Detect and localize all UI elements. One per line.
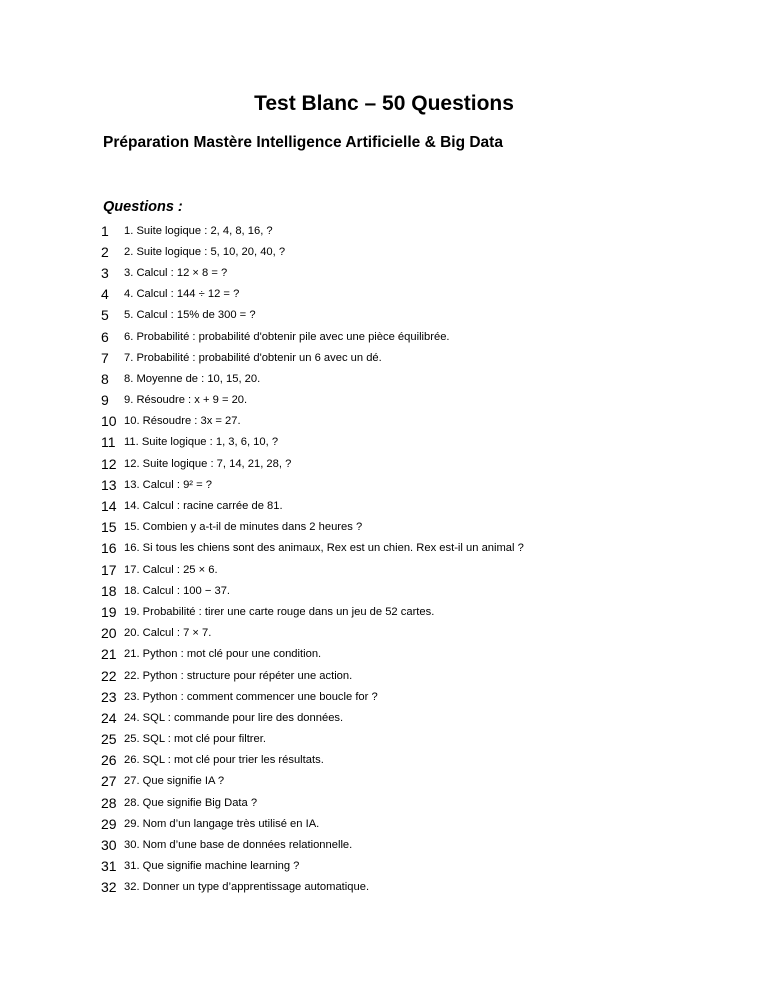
question-text: 15. Combien y a-t-il de minutes dans 2 heures ? <box>124 521 363 534</box>
question-item <box>101 517 524 538</box>
line-number: 19 <box>101 603 117 620</box>
line-number: 14 <box>101 498 117 515</box>
question-text: 16. Si tous les chiens sont des animaux, Rex est un chien. Rex est-il un animal ? <box>124 542 524 555</box>
line-number: 32 <box>101 879 117 896</box>
question-text: 13. Calcul : 9² = ? <box>124 478 212 491</box>
question-text: 22. Python : structure pour répéter une action. <box>124 669 353 682</box>
line-number: 6 <box>101 328 109 345</box>
question-item <box>101 644 524 665</box>
question-text: 28. Que signifie Big Data ? <box>124 796 258 809</box>
question-text: 1. Suite logique : 2, 4, 8, 16, ? <box>124 224 273 237</box>
question-text: 11. Suite logique : 1, 3, 6, 10, ? <box>124 436 279 449</box>
question-text: 30. Nom d’une base de données relationnelle. <box>124 839 353 852</box>
question-item <box>101 856 524 877</box>
question-item <box>101 580 524 601</box>
question-text: 23. Python : comment commencer une boucle for ? <box>124 690 378 703</box>
question-text: 25. SQL : mot clé pour filtrer. <box>124 733 266 746</box>
line-number: 30 <box>101 837 117 854</box>
question-text: 27. Que signifie IA ? <box>124 775 225 788</box>
line-number: 27 <box>101 773 117 790</box>
question-item <box>101 220 524 241</box>
line-number: 21 <box>101 646 117 663</box>
question-item <box>101 559 524 580</box>
question-text: 8. Moyenne de : 10, 15, 20. <box>124 372 261 385</box>
question-text: 6. Probabilité : probabilité d'obtenir pile avec une pièce équilibrée. <box>124 330 450 343</box>
question-item <box>101 813 524 834</box>
question-text: 20. Calcul : 7 × 7. <box>124 627 212 640</box>
line-number: 1 <box>101 222 109 239</box>
question-item <box>101 284 524 305</box>
line-number: 16 <box>101 540 117 557</box>
line-number: 2 <box>101 243 109 260</box>
question-item <box>101 750 524 771</box>
questions-heading: Questions : <box>103 199 183 215</box>
question-list <box>101 220 524 898</box>
question-text: 9. Résoudre : x + 9 = 20. <box>124 394 248 407</box>
question-item <box>101 347 524 368</box>
document-title: Test Blanc – 50 Questions <box>254 92 514 115</box>
question-item <box>101 771 524 792</box>
question-item <box>101 495 524 516</box>
line-number: 17 <box>101 561 117 578</box>
question-text: 4. Calcul : 144 ÷ 12 = ? <box>124 288 240 301</box>
line-number: 7 <box>101 349 109 366</box>
question-item <box>101 411 524 432</box>
line-number: 9 <box>101 392 109 409</box>
question-item <box>101 368 524 389</box>
question-item <box>101 877 524 898</box>
question-item <box>101 453 524 474</box>
question-item <box>101 262 524 283</box>
document-subtitle: Préparation Mastère Intelligence Artificielle & Big Data <box>103 134 503 151</box>
line-number: 26 <box>101 752 117 769</box>
line-number: 13 <box>101 476 117 493</box>
question-item <box>101 792 524 813</box>
line-number: 4 <box>101 286 109 303</box>
line-number: 8 <box>101 370 109 387</box>
question-item <box>101 601 524 622</box>
line-number: 25 <box>101 731 117 748</box>
question-text: 19. Probabilité : tirer une carte rouge dans un jeu de 52 cartes. <box>124 605 435 618</box>
question-text: 3. Calcul : 12 × 8 = ? <box>124 266 228 279</box>
question-item <box>101 241 524 262</box>
line-number: 24 <box>101 709 117 726</box>
line-number: 22 <box>101 667 117 684</box>
question-text: 29. Nom d’un langage très utilisé en IA. <box>124 817 320 830</box>
question-text: 18. Calcul : 100 − 37. <box>124 584 231 597</box>
question-item <box>101 707 524 728</box>
question-text: 32. Donner un type d’apprentissage automatique. <box>124 881 370 894</box>
question-text: 17. Calcul : 25 × 6. <box>124 563 218 576</box>
question-text: 14. Calcul : racine carrée de 81. <box>124 500 283 513</box>
question-item <box>101 834 524 855</box>
line-number: 28 <box>101 794 117 811</box>
question-item <box>101 474 524 495</box>
question-text: 7. Probabilité : probabilité d'obtenir un 6 avec un dé. <box>124 351 382 364</box>
question-text: 26. SQL : mot clé pour trier les résultats. <box>124 754 324 767</box>
question-text: 12. Suite logique : 7, 14, 21, 28, ? <box>124 457 292 470</box>
question-item <box>101 432 524 453</box>
question-text: 31. Que signifie machine learning ? <box>124 860 300 873</box>
question-text: 5. Calcul : 15% de 300 = ? <box>124 309 256 322</box>
line-number: 3 <box>101 264 109 281</box>
line-number: 31 <box>101 858 117 875</box>
line-number: 5 <box>101 307 109 324</box>
line-number: 15 <box>101 519 117 536</box>
line-number: 18 <box>101 582 117 599</box>
question-text: 21. Python : mot clé pour une condition. <box>124 648 322 661</box>
question-item <box>101 538 524 559</box>
line-number: 12 <box>101 455 117 472</box>
line-number: 20 <box>101 625 117 642</box>
line-number: 23 <box>101 688 117 705</box>
question-text: 24. SQL : commande pour lire des données. <box>124 711 344 724</box>
question-item <box>101 665 524 686</box>
question-text: 2. Suite logique : 5, 10, 20, 40, ? <box>124 245 286 258</box>
line-number: 10 <box>101 413 117 430</box>
question-text: 10. Résoudre : 3x = 27. <box>124 415 241 428</box>
line-number: 29 <box>101 815 117 832</box>
question-item <box>101 623 524 644</box>
question-item <box>101 390 524 411</box>
question-item <box>101 729 524 750</box>
question-item <box>101 686 524 707</box>
line-number: 11 <box>101 434 116 451</box>
question-item <box>101 326 524 347</box>
question-item <box>101 305 524 326</box>
